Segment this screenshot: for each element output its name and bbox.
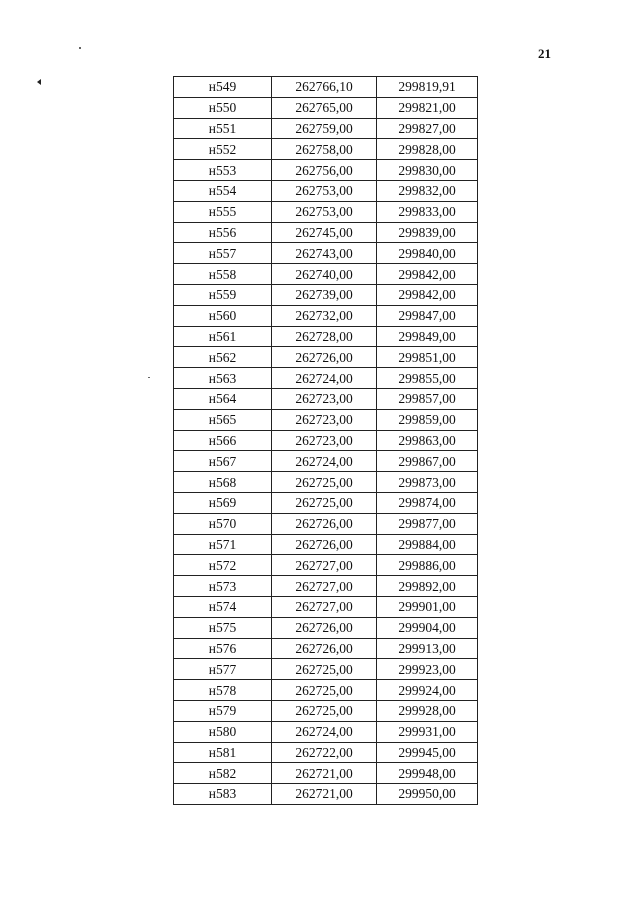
y-coordinate-cell: 299884,00: [377, 534, 478, 555]
x-coordinate-cell: 262726,00: [272, 347, 377, 368]
x-coordinate-cell: 262723,00: [272, 409, 377, 430]
x-coordinate-cell: 262726,00: [272, 534, 377, 555]
point-id-cell: н557: [174, 243, 272, 264]
table-row: [174, 784, 478, 805]
page-number: 21: [538, 46, 551, 61]
y-coordinate-cell: 299827,00: [377, 118, 478, 139]
table-row: [174, 555, 478, 576]
x-coordinate-cell: 262756,00: [272, 160, 377, 181]
point-id-cell: н550: [174, 97, 272, 118]
table-row: [174, 368, 478, 389]
table-row: [174, 596, 478, 617]
y-coordinate-cell: 299923,00: [377, 659, 478, 680]
table-row: [174, 284, 478, 305]
point-id-cell: н573: [174, 576, 272, 597]
table-row: [174, 451, 478, 472]
y-coordinate-cell: 299830,00: [377, 160, 478, 181]
table-row: [174, 243, 478, 264]
x-coordinate-cell: 262725,00: [272, 680, 377, 701]
y-coordinate-cell: 299859,00: [377, 409, 478, 430]
y-coordinate-cell: 299928,00: [377, 700, 478, 721]
point-id-cell: н564: [174, 388, 272, 409]
y-coordinate-cell: 299867,00: [377, 451, 478, 472]
table-row: [174, 617, 478, 638]
table-row: [174, 180, 478, 201]
point-id-cell: н575: [174, 617, 272, 638]
x-coordinate-cell: 262728,00: [272, 326, 377, 347]
point-id-cell: н554: [174, 180, 272, 201]
table-row: [174, 388, 478, 409]
y-coordinate-cell: 299874,00: [377, 492, 478, 513]
point-id-cell: н571: [174, 534, 272, 555]
y-coordinate-cell: 299839,00: [377, 222, 478, 243]
point-id-cell: н569: [174, 492, 272, 513]
table-row: [174, 700, 478, 721]
table-row: [174, 721, 478, 742]
x-coordinate-cell: 262722,00: [272, 742, 377, 763]
point-id-cell: н574: [174, 596, 272, 617]
table-row: [174, 576, 478, 597]
x-coordinate-cell: 262727,00: [272, 576, 377, 597]
x-coordinate-cell: 262725,00: [272, 659, 377, 680]
table-row: [174, 77, 478, 98]
point-id-cell: н583: [174, 784, 272, 805]
y-coordinate-cell: 299828,00: [377, 139, 478, 160]
x-coordinate-cell: 262739,00: [272, 284, 377, 305]
y-coordinate-cell: 299842,00: [377, 264, 478, 285]
y-coordinate-cell: 299931,00: [377, 721, 478, 742]
y-coordinate-cell: 299847,00: [377, 305, 478, 326]
y-coordinate-cell: 299945,00: [377, 742, 478, 763]
x-coordinate-cell: 262727,00: [272, 555, 377, 576]
y-coordinate-cell: 299901,00: [377, 596, 478, 617]
table-row: [174, 742, 478, 763]
table-row: [174, 409, 478, 430]
x-coordinate-cell: 262745,00: [272, 222, 377, 243]
table-row: [174, 659, 478, 680]
x-coordinate-cell: 262721,00: [272, 763, 377, 784]
table-row: [174, 97, 478, 118]
y-coordinate-cell: 299924,00: [377, 680, 478, 701]
point-id-cell: н552: [174, 139, 272, 160]
point-id-cell: н572: [174, 555, 272, 576]
y-coordinate-cell: 299833,00: [377, 201, 478, 222]
point-id-cell: н556: [174, 222, 272, 243]
scan-speck: [79, 47, 81, 49]
point-id-cell: н576: [174, 638, 272, 659]
table-row: [174, 305, 478, 326]
x-coordinate-cell: 262726,00: [272, 638, 377, 659]
x-coordinate-cell: 262724,00: [272, 368, 377, 389]
point-id-cell: н558: [174, 264, 272, 285]
point-id-cell: н553: [174, 160, 272, 181]
table-row: [174, 638, 478, 659]
point-id-cell: н559: [174, 284, 272, 305]
y-coordinate-cell: 299851,00: [377, 347, 478, 368]
y-coordinate-cell: 299849,00: [377, 326, 478, 347]
x-coordinate-cell: 262726,00: [272, 513, 377, 534]
y-coordinate-cell: 299877,00: [377, 513, 478, 534]
scan-mark: [37, 79, 41, 85]
x-coordinate-cell: 262727,00: [272, 596, 377, 617]
point-id-cell: н560: [174, 305, 272, 326]
y-coordinate-cell: 299819,91: [377, 77, 478, 98]
x-coordinate-cell: 262725,00: [272, 700, 377, 721]
point-id-cell: н581: [174, 742, 272, 763]
y-coordinate-cell: 299892,00: [377, 576, 478, 597]
coordinates-table: [173, 76, 478, 805]
point-id-cell: н551: [174, 118, 272, 139]
point-id-cell: н578: [174, 680, 272, 701]
point-id-cell: н579: [174, 700, 272, 721]
point-id-cell: н570: [174, 513, 272, 534]
table-row: [174, 534, 478, 555]
point-id-cell: н566: [174, 430, 272, 451]
point-id-cell: н577: [174, 659, 272, 680]
table-row: [174, 264, 478, 285]
point-id-cell: н555: [174, 201, 272, 222]
x-coordinate-cell: 262732,00: [272, 305, 377, 326]
x-coordinate-cell: 262765,00: [272, 97, 377, 118]
table-row: [174, 326, 478, 347]
x-coordinate-cell: 262723,00: [272, 430, 377, 451]
point-id-cell: н567: [174, 451, 272, 472]
point-id-cell: н580: [174, 721, 272, 742]
x-coordinate-cell: 262759,00: [272, 118, 377, 139]
scan-speck: [148, 377, 150, 378]
table-row: [174, 201, 478, 222]
x-coordinate-cell: 262753,00: [272, 201, 377, 222]
y-coordinate-cell: 299904,00: [377, 617, 478, 638]
y-coordinate-cell: 299886,00: [377, 555, 478, 576]
y-coordinate-cell: 299840,00: [377, 243, 478, 264]
y-coordinate-cell: 299857,00: [377, 388, 478, 409]
x-coordinate-cell: 262724,00: [272, 451, 377, 472]
y-coordinate-cell: 299873,00: [377, 472, 478, 493]
point-id-cell: н582: [174, 763, 272, 784]
x-coordinate-cell: 262725,00: [272, 472, 377, 493]
table-row: [174, 139, 478, 160]
y-coordinate-cell: 299950,00: [377, 784, 478, 805]
point-id-cell: н561: [174, 326, 272, 347]
table-row: [174, 222, 478, 243]
x-coordinate-cell: 262753,00: [272, 180, 377, 201]
x-coordinate-cell: 262758,00: [272, 139, 377, 160]
table-row: [174, 680, 478, 701]
table-row: [174, 347, 478, 368]
y-coordinate-cell: 299821,00: [377, 97, 478, 118]
table-row: [174, 513, 478, 534]
y-coordinate-cell: 299842,00: [377, 284, 478, 305]
point-id-cell: н565: [174, 409, 272, 430]
x-coordinate-cell: 262724,00: [272, 721, 377, 742]
y-coordinate-cell: 299855,00: [377, 368, 478, 389]
coordinates-table-body: [174, 77, 478, 805]
table-row: [174, 430, 478, 451]
x-coordinate-cell: 262740,00: [272, 264, 377, 285]
y-coordinate-cell: 299863,00: [377, 430, 478, 451]
table-row: [174, 160, 478, 181]
x-coordinate-cell: 262721,00: [272, 784, 377, 805]
table-row: [174, 118, 478, 139]
y-coordinate-cell: 299948,00: [377, 763, 478, 784]
x-coordinate-cell: 262725,00: [272, 492, 377, 513]
table-row: [174, 763, 478, 784]
x-coordinate-cell: 262766,10: [272, 77, 377, 98]
point-id-cell: н562: [174, 347, 272, 368]
table-row: [174, 472, 478, 493]
y-coordinate-cell: 299913,00: [377, 638, 478, 659]
x-coordinate-cell: 262726,00: [272, 617, 377, 638]
point-id-cell: н563: [174, 368, 272, 389]
y-coordinate-cell: 299832,00: [377, 180, 478, 201]
table-row: [174, 492, 478, 513]
x-coordinate-cell: 262723,00: [272, 388, 377, 409]
x-coordinate-cell: 262743,00: [272, 243, 377, 264]
point-id-cell: н549: [174, 77, 272, 98]
point-id-cell: н568: [174, 472, 272, 493]
